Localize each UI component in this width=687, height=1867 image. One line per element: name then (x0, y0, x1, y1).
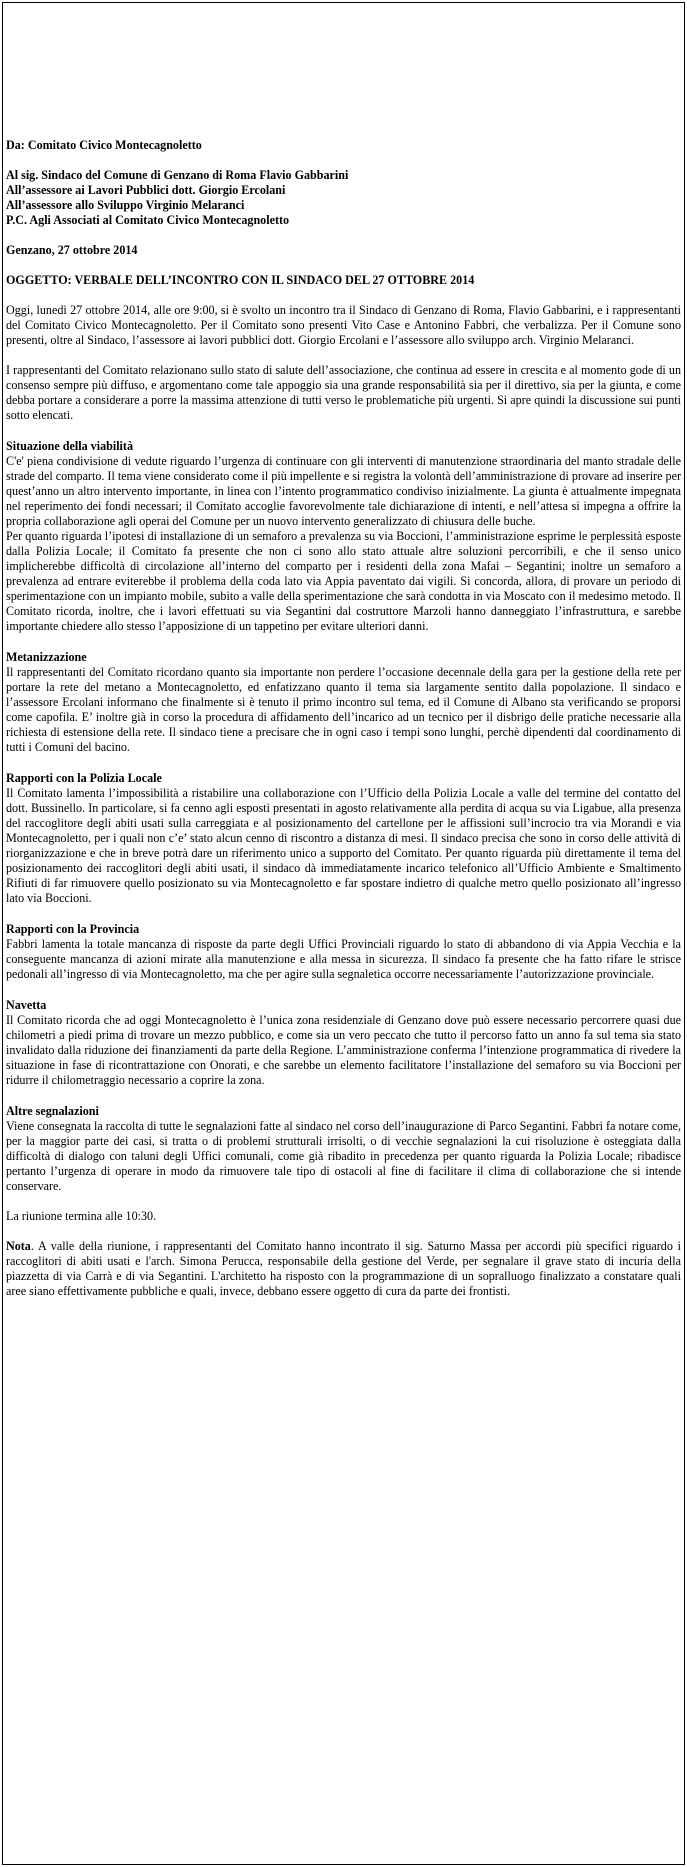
note-label: Nota (6, 1239, 31, 1253)
section-heading: Navetta (6, 998, 47, 1012)
recipients-block (6, 168, 681, 228)
section-provincia (6, 922, 681, 982)
recipient-line: All’assessore ai Lavori Pubblici dott. Giorgio Ercolani (6, 183, 286, 197)
intro-paragraph: I rappresentanti del Comitato relazionano sullo stato di salute dell’associazione, che continua ad essere in crescita e al momento gode di un consenso sempre più diffuso, e argomentano come tale appoggio sia una grande responsabilità sia per il direttivo, sia per la giunta, e come debba portare a considerare a porre la massima attenzione di tutti verso le problematiche più urgenti. Si apre quindi la discussione sui punti sotto elencati. (6, 363, 681, 422)
section-metanizzazione (6, 650, 681, 755)
section-paragraph: Fabbri lamenta la totale mancanza di risposte da parte degli Uffici Provinciali riguardo lo stato di abbandono di via Appia Vecchia e la conseguente mancanza di azioni mirate alla manutenzione e alla messa in sicurezza. Il sindaco fa presente che ha fatto rifare le strisce pedonali all’ingresso di via Montecagnoletto, ma che per agire sulla segnaletica occorre necessariamente l’autorizzazione provinciale. (6, 937, 681, 981)
date-line: Genzano, 27 ottobre 2014 (6, 243, 138, 257)
section-paragraph: Il Comitato ricorda che ad oggi Montecagnoletto è l’unica zona residenziale di Genzano dove può essere necessario percorrere quasi due chilometri a piedi prima di trovare un mezzo pubblico, e come sia un vero peccato che tutto il percorso fatto un anno fa sul tema sia stato invalidato dalla riduzione dei finanziamenti da parte della Regione. L’amministrazione conferma l’intenzione programmatica di rivedere la situazione in fase di ricontrattazione con Onorati, e che sarebbe un elemento facilitatore l’installazione del semaforo su via Boccioni per ridurre il chilometraggio necessario a coprire la zona. (6, 1013, 681, 1087)
closing-line: La riunione termina alle 10:30. (6, 1209, 157, 1223)
letter-content (6, 138, 681, 1299)
section-paragraph: Il Comitato lamenta l’impossibilità a ristabilire una collaborazione con l’Ufficio della Polizia Locale a valle del termine del contatto del dott. Bussinello. In particolare, si fa cenno agli esposti presentati in agosto relativamente alla perdita di acqua su via Ligabue, alla presenza del raccoglitore degli abiti usati sulla carreggiata e al posizionamento del cartellone per le affissioni sull’incrocio tra via Morandi e via Montecagnoletto, per i quali non c’e’ stato alcun cenno di riscontro a distanza di mesi. Il sindaco precisa che sono in corso delle attività di riorganizzazione e che in breve potrà dare un riferimento unico a supporto del Comitato. Per quanto riguarda più direttamente il tema del posizionamento dei raccoglitori degli abiti usati, il sindaco dà immediatamente incarico telefonico all’Ufficio Ambiente e Smaltimento Rifiuti di far rimuovere quello posizionato su via Montecagnoletto e far spostare indietro di qualche metro quello posizionato all’ingresso lato via Boccioni. (6, 786, 681, 905)
note-text: . A valle della riunione, i rappresentanti del Comitato hanno incontrato il sig. Saturno Massa per accordi più specifici riguardo i raccoglitori di abiti usati e l'arch. Simona Perucca, responsabile della gestione del Verde, per segnalare il grave stato di incuria della piazzetta di via Carrà e di via Segantini. L'architetto ha risposto con la programmazione di un sopralluogo finalizzato a constatare quali aree siano effettivamente pubbliche e quali, invece, debbano essere oggetto di cura da parte dei frontisti. (6, 1239, 681, 1298)
section-paragraph: Il rappresentanti del Comitato ricordano quanto sia importante non perdere l’occasione decennale della gara per la gestione della rete per portare la rete del metano a Montecagnoletto, ed enfatizzano quanto il tema sia largamente sentito dalla popolazione. Il sindaco e l’assessore Ercolani informano che finalmente si è tenuto il primo incontro sul tema, ed il Comune di Albano sta verificando se proporsi come capofila. E’ inoltre già in corso la procedura di affidamento dell’incarico ad un tecnico per il disbrigo delle pratiche necessarie alla richiesta di estensione della rete. Il sindaco tiene a precisare che in ogni caso i tempi sono lunghi, perchè dipendenti dal coordinamento di tutti i Comuni del bacino. (6, 665, 681, 754)
note-paragraph (6, 1239, 681, 1299)
intro-paragraph: Oggi, lunedì 27 ottobre 2014, alle ore 9:00, si è svolto un incontro tra il Sindaco di Genzano di Roma, Flavio Gabbarini, e i rappresentanti del Comitato Civico Montecagnoletto. Per il Comitato sono presenti Vito Case e Antonino Fabbri, che verbalizza. Per il Comune sono presenti, oltre al Sindaco, l’assessore ai lavori pubblici dott. Giorgio Ercolani e l’assessore allo sviluppo arch. Virginio Melaranci. (6, 303, 681, 347)
subject-line: OGGETTO: VERBALE DELL’INCONTRO CON IL SINDACO DEL 27 OTTOBRE 2014 (6, 273, 475, 287)
section-heading: Metanizzazione (6, 650, 87, 664)
section-viabilita (6, 439, 681, 634)
section-paragraph: C'e' piena condivisione di vedute riguardo l’urgenza di continuare con gli interventi di manutenzione straordinaria del manto stradale delle strade del comparto. Il tema viene considerato come il più impellente e si registra la volontà dell’amministrazione di provare ad inserire per quest’anno un altro intervento importante, in linea con l’intento programmatico condiviso inizialmente. La giunta è attualmente impegnata nel reperimento dei fondi necessari; il Comitato accoglie favorevolmente tale dichiarazione di intenti, e nell’attesa si impegna a offrire la propria collaborazione agli operai del Comune per un nuovo intervento generalizzato di chiusura delle buche. (6, 454, 681, 528)
section-paragraph: Viene consegnata la raccolta di tutte le segnalazioni fatte al sindaco nel corso dell’inaugurazione di Parco Segantini. Fabbri fa notare come, per la maggior parte dei casi, si tratta o di problemi strutturali irrisolti, o di vecchie segnalazioni la cui risoluzione è osteggiata dalla difficoltà di dialogo con taluni degli Uffici comunali, come già ribadito in precedenza per quanto riguarda la Polizia Locale; ribadisce pertanto l’urgenza di operare in modo da rimuovere tale tipo di ostacoli al fine di facilitare il clima di collaborazione che si intende conservare. (6, 1119, 681, 1193)
section-navetta (6, 998, 681, 1088)
section-heading: Rapporti con la Polizia Locale (6, 771, 162, 785)
section-heading: Altre segnalazioni (6, 1104, 99, 1118)
sender-line: Da: Comitato Civico Montecagnoletto (6, 138, 202, 152)
section-paragraph: Per quanto riguarda l’ipotesi di installazione di un semaforo a prevalenza su via Boccioni, l’amministrazione esprime le perplessità esposte dalla Polizia Locale; il Comitato fa presente che non ci sono allo stato attuale altre soluzioni percorribili, e che il senso unico implicherebbe difficoltà di circolazione all’interno del comparto per i residenti della zona Mafai – Segantini; inoltre un semaforo a prevalenza ad entrare eviterebbe il problema della coda lato via Appia paventato dai vigili. Si concorda, allora, di provare un periodo di sperimentazione con un impianto mobile, subito a valle della sperimentazione che sarà condotta in via Moscato con il medesimo metodo. Il Comitato ricorda, inoltre, che i lavori effettuati su via Segantini dal costruttore Marzoli hanno danneggiato l’infrastruttura, e sarebbe importante chiedere allo stesso l’apposizione di un tappetino per evitare ulteriori danni. (6, 529, 681, 633)
recipient-line: P.C. Agli Associati al Comitato Civico Montecagnoletto (6, 213, 290, 227)
section-heading: Rapporti con la Provincia (6, 922, 140, 936)
section-polizia-locale (6, 771, 681, 906)
section-altre-segnalazioni (6, 1104, 681, 1194)
recipient-line: Al sig. Sindaco del Comune di Genzano di Roma Flavio Gabbarini (6, 168, 349, 182)
recipient-line: All’assessore allo Sviluppo Virginio Melaranci (6, 198, 245, 212)
section-heading: Situazione della viabilità (6, 439, 133, 453)
